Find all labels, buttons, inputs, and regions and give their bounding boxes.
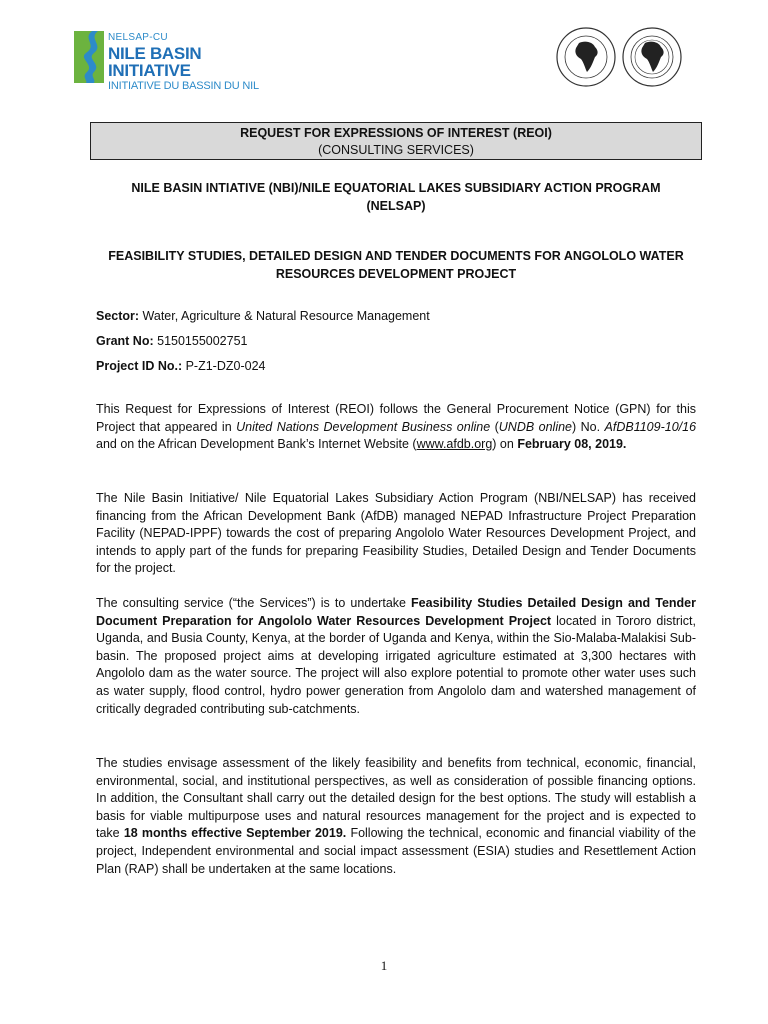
reoi-title: REQUEST FOR EXPRESSIONS OF INTEREST (REOI) (240, 126, 552, 140)
para1-on: ) on (492, 437, 518, 452)
paragraph-services (96, 595, 696, 718)
page-header (0, 0, 768, 100)
adf-seal-icon (621, 26, 683, 88)
page-number: 1 (380, 958, 388, 973)
para3-intro: The consulting service (“the Services”) is to undertake (96, 596, 412, 610)
undb-short: UNDB online (498, 419, 573, 434)
project-id-label: Project ID No.: (96, 359, 183, 373)
program-title-line2: (NELSAP) (366, 199, 426, 213)
org-name: NILE BASIN INITIATIVE (108, 44, 202, 80)
project-id-field (96, 357, 265, 375)
nile-river-icon (74, 31, 104, 83)
grant-value: 5150155002751 (153, 334, 248, 348)
sector-label: Sector: (96, 309, 140, 323)
services-title: Feasibility Studies Detailed Design and Tender Document Preparation for Angololo Water Resources Development Project (96, 596, 696, 628)
study-duration: 18 months effective September 2019. (123, 826, 347, 841)
afdb-seal-icon (555, 26, 617, 88)
paragraph-financing: The Nile Basin Initiative/ Nile Equatorial Lakes Subsidiary Action Program (NBI/NELSAP) has received financing from the African Development Bank (AfDB) managed NEPAD Infrastructure Project Preparation Facility (NEPAD-IPPF) towards the cost of preparing Angololo Water Resources Development Project, and intends to apply part of the funds for preparing Feasibility Studies, Detailed Design and Tender Documents for the project. (96, 491, 696, 576)
grant-field (96, 332, 248, 350)
gpn-number: AfDB1109-10/16 (604, 419, 697, 434)
para1-no: ) No. (572, 419, 605, 434)
para4-end: Following the technical, economic and financial viability of the project, Independent environmental and social impact assessment (ESIA) studies and Resettlement Action Plan (RAP) shall be undertaken at the same locations. (96, 826, 696, 876)
nbi-logo (74, 31, 274, 92)
para1-website: and on the African Development Bank’s Internet Website ( (96, 437, 417, 452)
afdb-link[interactable]: www.afdb.org (416, 437, 493, 452)
para1-text: This Request for Expressions of Interest (REOI) follows the General Procurement Notice (GPN) for this Project that appeared in (96, 402, 696, 434)
paragraph-gpn (96, 401, 696, 454)
reoi-title-box (90, 122, 702, 160)
para3-body: located in Tororo district, Uganda, and Busia County, Kenya, at the border of Uganda and Kenya, within the Sio-Malaba-Malakisi Sub-basin. The proposed project aims at developing irrigated agriculture estimated at 3,300 hectares with Angololo dam as the water source. The project will also explore potential to promote other water uses such as water supply, flood control, hydro power generation from Angololo dam and watershed management of critically degraded contributing sub-catchments. (96, 613, 696, 716)
org-acronym: NELSAP-CU (108, 32, 168, 43)
afdb-seals (555, 26, 685, 88)
gpn-date: February 08, 2019. (517, 437, 627, 452)
grant-label: Grant No: (96, 334, 154, 348)
sector-value: Water, Agriculture & Natural Resource Management (139, 309, 430, 323)
sector-field (96, 307, 430, 325)
paragraph-studies (96, 755, 696, 878)
para4-body: The studies envisage assessment of the likely feasibility and benefits from technical, economic, financial, environmental, social, and institutional perspectives, as well as consideration of possible financing options. In addition, the Consultant shall carry out the detailed design for the best options. The study will establish a basis for viable multipurpose uses and natural resources management for the project and is expected to take (96, 756, 696, 841)
reoi-subtitle: (CONSULTING SERVICES) (318, 143, 474, 157)
project-title-line2: RESOURCES DEVELOPMENT PROJECT (275, 267, 517, 281)
project-title (96, 247, 696, 283)
undb-name: United Nations Development Business online (236, 419, 491, 434)
org-name-french: INITIATIVE DU BASSIN DU NIL (108, 80, 259, 92)
project-id-value: P-Z1-DZ0-024 (182, 359, 266, 373)
program-title-line1: NILE BASIN INTIATIVE (NBI)/NILE EQUATORIAL LAKES SUBSIDIARY ACTION PROGRAM (131, 181, 661, 195)
project-title-line1: FEASIBILITY STUDIES, DETAILED DESIGN AND TENDER DOCUMENTS FOR ANGOLOLO WATER (108, 249, 684, 263)
program-title (96, 179, 696, 215)
para1-paren: ( (490, 419, 499, 434)
